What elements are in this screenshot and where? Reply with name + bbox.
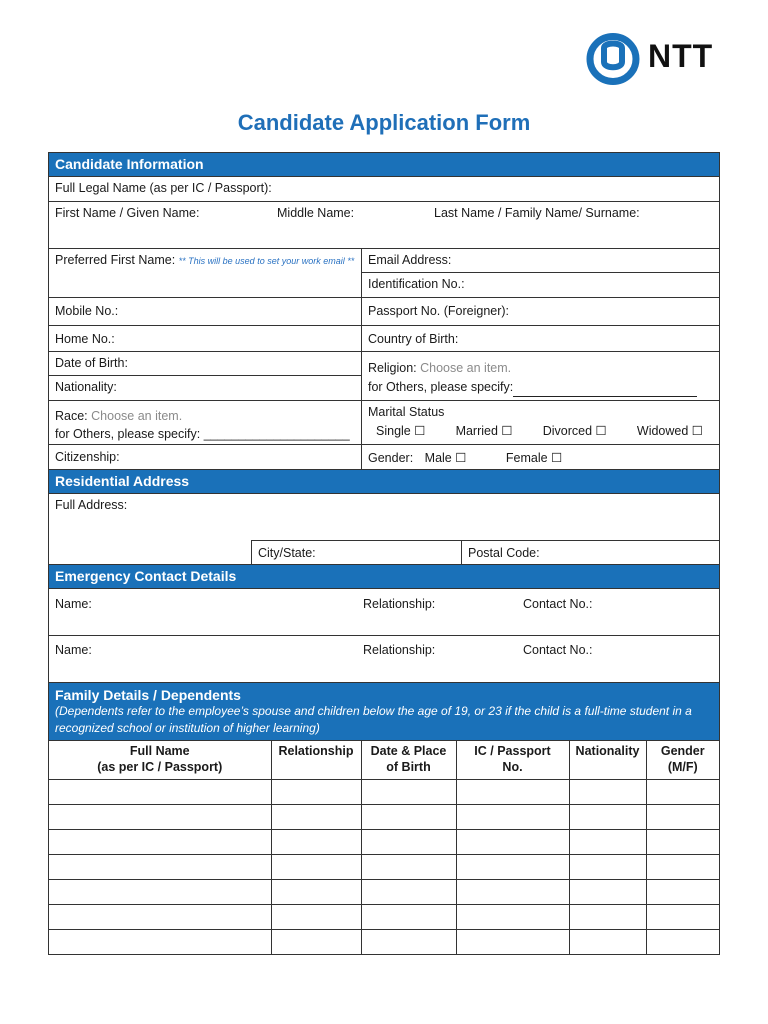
religion-others-label: for Others, please specify: (368, 380, 514, 394)
dependent-row (49, 855, 719, 880)
dependent-cell-date-place-of-birth[interactable] (361, 905, 456, 930)
race-dropdown[interactable]: Choose an item. (91, 409, 183, 423)
dependent-cell-gender[interactable] (646, 855, 719, 880)
dependent-cell-date-place-of-birth[interactable] (361, 780, 456, 805)
country-of-birth-field[interactable]: Country of Birth: (361, 326, 719, 351)
email-address-field[interactable]: Email Address: (362, 249, 719, 273)
dependent-cell-nationality[interactable] (569, 805, 646, 830)
column-header-line: (M/F) (667, 760, 698, 774)
dependents-table (49, 741, 719, 954)
column-header-full-name (49, 741, 271, 780)
full-legal-name-field[interactable]: Full Legal Name (as per IC / Passport): (55, 181, 272, 195)
dependent-cell-gender[interactable] (646, 880, 719, 905)
marital-option-widowed[interactable]: Widowed ☐ (636, 424, 703, 438)
column-header-nationality (569, 741, 646, 780)
race-others-label: for Others, please specify: (55, 427, 204, 441)
race-others-input[interactable]: _____________________ (203, 427, 350, 441)
ntt-logo (586, 32, 726, 86)
religion-field (361, 352, 719, 400)
section-family-details (49, 683, 719, 741)
race-field (49, 401, 361, 444)
first-name-field[interactable]: First Name / Given Name: (55, 206, 200, 220)
emergency-contact-no-field[interactable]: Contact No.: (523, 597, 593, 611)
dependent-cell-ic-passport-no[interactable] (456, 930, 569, 955)
preferred-first-name-field[interactable] (49, 249, 361, 297)
dependent-cell-full-name[interactable] (49, 780, 271, 805)
dependent-cell-ic-passport-no[interactable] (456, 780, 569, 805)
column-header-date-place-of-birth (361, 741, 456, 780)
nationality-field[interactable]: Nationality: (55, 380, 117, 394)
page-title: Candidate Application Form (237, 110, 531, 135)
marital-status-label: Marital Status (368, 405, 445, 419)
city-postal-row (49, 540, 719, 565)
column-header-line: Gender (660, 744, 705, 758)
family-section-title: Family Details / Dependents (55, 687, 241, 703)
emergency-contact-row (49, 636, 719, 683)
dependent-cell-relationship[interactable] (271, 855, 361, 880)
dependent-cell-date-place-of-birth[interactable] (361, 830, 456, 855)
dependent-cell-nationality[interactable] (569, 880, 646, 905)
dependent-cell-full-name[interactable] (49, 805, 271, 830)
dependent-cell-nationality[interactable] (569, 930, 646, 955)
column-header-ic-passport-no (456, 741, 569, 780)
mobile-no-field[interactable]: Mobile No.: (55, 304, 119, 318)
emergency-name-field[interactable]: Name: (55, 643, 92, 657)
city-state-field[interactable]: City/State: (251, 540, 461, 564)
gender-option-male[interactable]: Male ☐ (424, 451, 467, 465)
dependent-cell-nationality[interactable] (569, 780, 646, 805)
name-row (49, 202, 719, 249)
gender-field (361, 445, 719, 469)
application-form (48, 152, 720, 955)
dependent-cell-relationship[interactable] (271, 905, 361, 930)
column-header-line: (as per IC / Passport) (97, 760, 223, 774)
mobile-row (49, 298, 719, 326)
passport-no-field[interactable]: Passport No. (Foreigner): (361, 298, 719, 325)
section-candidate-information: Candidate Information (49, 153, 719, 177)
identification-no-field[interactable]: Identification No.: (368, 277, 465, 291)
dependent-cell-ic-passport-no[interactable] (456, 880, 569, 905)
dob-religion-row (49, 352, 719, 401)
dependent-cell-ic-passport-no[interactable] (456, 805, 569, 830)
dependent-cell-gender[interactable] (646, 905, 719, 930)
middle-name-field[interactable]: Middle Name: (277, 206, 355, 220)
dependent-cell-relationship[interactable] (271, 805, 361, 830)
dependent-cell-date-place-of-birth[interactable] (361, 930, 456, 955)
column-header-line: Nationality (575, 744, 640, 758)
address-spacer (49, 540, 251, 564)
gender-label: Gender: (368, 451, 414, 465)
dependent-cell-nationality[interactable] (569, 905, 646, 930)
dependent-cell-ic-passport-no[interactable] (456, 855, 569, 880)
preferred-name-row (49, 249, 719, 298)
dependent-row (49, 905, 719, 930)
column-header-relationship (271, 741, 361, 780)
dependent-cell-full-name[interactable] (49, 905, 271, 930)
family-section-note: (Dependents refer to the employee’s spouse and children below the age of 19, or 23 if the child is a full-time student in a recognized school or institution of higher learning) (55, 704, 692, 735)
dependent-cell-gender[interactable] (646, 805, 719, 830)
dependent-cell-full-name[interactable] (49, 855, 271, 880)
religion-label: Religion: (368, 361, 417, 375)
marital-option-single[interactable]: Single ☐ (376, 424, 426, 438)
dependent-cell-gender[interactable] (646, 830, 719, 855)
date-of-birth-field[interactable]: Date of Birth: (49, 352, 361, 376)
dependent-row (49, 930, 719, 955)
dependent-cell-relationship[interactable] (271, 830, 361, 855)
dependent-cell-date-place-of-birth[interactable] (361, 805, 456, 830)
dependent-cell-ic-passport-no[interactable] (456, 830, 569, 855)
dependent-row (49, 805, 719, 830)
dependent-row (49, 830, 719, 855)
emergency-relationship-field[interactable]: Relationship: (363, 597, 436, 611)
religion-dropdown[interactable]: Choose an item. (420, 361, 512, 375)
full-legal-name-row (49, 177, 719, 202)
last-name-field[interactable]: Last Name / Family Name/ Surname: (434, 206, 640, 220)
dependent-cell-full-name[interactable] (49, 930, 271, 955)
race-marital-row (49, 401, 719, 445)
dependent-cell-relationship[interactable] (271, 930, 361, 955)
logo-wordmark: NTT (648, 38, 714, 74)
dob-nationality-group (49, 352, 361, 400)
column-header-line: Full Name (129, 744, 190, 758)
dependent-cell-ic-passport-no[interactable] (456, 905, 569, 930)
dependent-cell-relationship[interactable] (271, 880, 361, 905)
citizenship-gender-row (49, 445, 719, 470)
race-label: Race: (55, 409, 88, 423)
full-address-row (49, 494, 719, 540)
emergency-relationship-field[interactable]: Relationship: (363, 643, 436, 657)
emergency-name-field[interactable]: Name: (55, 597, 92, 611)
citizenship-field[interactable]: Citizenship: (55, 450, 120, 464)
marital-option-divorced[interactable]: Divorced ☐ (542, 424, 607, 438)
marital-status-field (361, 401, 719, 444)
section-emergency-contact: Emergency Contact Details (49, 565, 719, 589)
home-row (49, 326, 719, 352)
marital-status-options (368, 422, 713, 441)
ntt-logo-mark-icon (586, 32, 642, 86)
preferred-name-hint: ** This will be used to set your work email ** (178, 256, 355, 266)
dependent-cell-gender[interactable] (646, 930, 719, 955)
dependent-cell-full-name[interactable] (49, 830, 271, 855)
gender-option-female[interactable]: Female ☐ (505, 451, 563, 465)
full-address-field[interactable]: Full Address: (55, 498, 128, 512)
dependent-cell-date-place-of-birth[interactable] (361, 855, 456, 880)
dependent-cell-nationality[interactable] (569, 830, 646, 855)
column-header-line: IC / Passport (474, 744, 551, 758)
postal-code-field[interactable]: Postal Code: (461, 540, 719, 564)
column-header-line: of Birth (386, 760, 431, 774)
emergency-contact-no-field[interactable]: Contact No.: (523, 643, 593, 657)
dependents-header-row (49, 741, 719, 780)
dependent-cell-relationship[interactable] (271, 780, 361, 805)
dependent-row (49, 880, 719, 905)
column-header-line: No. (502, 760, 523, 774)
column-header-gender (646, 741, 719, 780)
preferred-first-name-label: Preferred First Name: (55, 253, 176, 267)
religion-others-input[interactable] (513, 383, 697, 397)
dependent-cell-nationality[interactable] (569, 855, 646, 880)
dependent-cell-full-name[interactable] (49, 880, 271, 905)
dependent-cell-date-place-of-birth[interactable] (361, 880, 456, 905)
marital-option-married[interactable]: Married ☐ (455, 424, 513, 438)
email-id-group (361, 249, 719, 297)
section-residential-address: Residential Address (49, 470, 719, 494)
home-no-field[interactable]: Home No.: (55, 332, 115, 346)
emergency-contact-row (49, 589, 719, 636)
dependent-row (49, 780, 719, 805)
column-header-line: Relationship (278, 744, 354, 758)
column-header-line: Date & Place (370, 744, 447, 758)
dependent-cell-gender[interactable] (646, 780, 719, 805)
